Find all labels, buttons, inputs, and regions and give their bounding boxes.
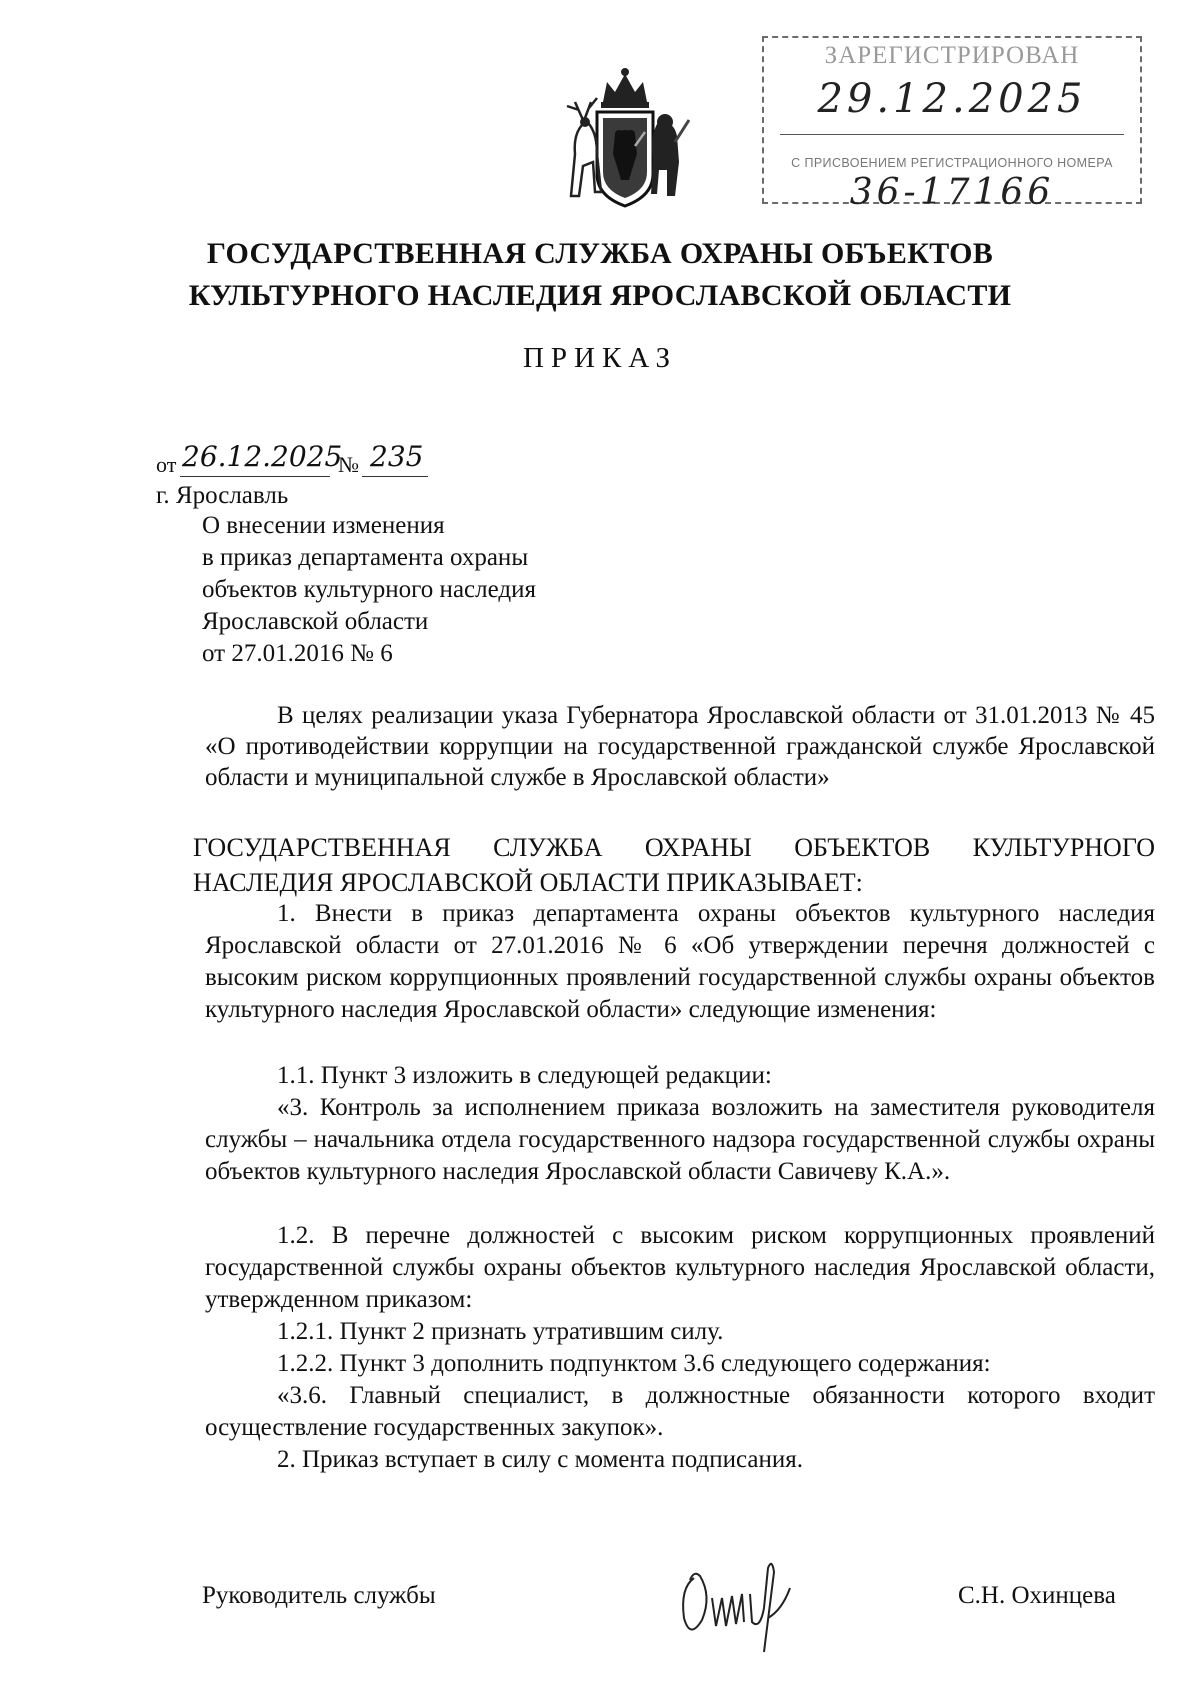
org-title-line-2: КУЛЬТУРНОГО НАСЛЕДИЯ ЯРОСЛАВСКОЙ ОБЛАСТИ bbox=[188, 279, 1012, 312]
date-underline bbox=[180, 476, 330, 477]
paragraph-1-1-text: «3. Контроль за исполнением приказа возложить на заместителя руководителя службы – начальника отдела государственного надзора государственной службы охраны объектов культурного наследия Ярославской области Савичеву К.А.». bbox=[205, 1094, 1155, 1185]
stamp-title: ЗАРЕГИСТРИРОВАН bbox=[824, 42, 1080, 69]
subject-line: от 27.01.2016 № 6 bbox=[202, 640, 393, 667]
stamp-rule bbox=[780, 134, 1124, 135]
stamp-registration-number: 36-17166 bbox=[849, 172, 1055, 213]
stamp-subtitle: С ПРИСВОЕНИЕМ РЕГИСТРАЦИОННОГО НОМЕРА bbox=[791, 156, 1113, 170]
paragraph-1: 1. Внести в приказ департамента охраны объектов культурного наследия Ярославской области от 27.01.2016 № 6 «Об утверждении перечня должностей с высоким риском коррупционных проявлений государственной службы охраны объектов культурного наследия Ярославской области» следующие изменения: bbox=[205, 900, 1155, 1023]
subject-line: в приказ департамента охраны bbox=[202, 544, 529, 571]
paragraph-2: 2. Приказ вступает в силу с момента подписания. bbox=[277, 1446, 803, 1473]
number-underline bbox=[362, 476, 428, 477]
paragraph-1-2-1: 1.2.1. Пункт 2 признать утратившим силу. bbox=[277, 1318, 724, 1345]
order-date: 26.12.2025 bbox=[182, 440, 343, 473]
decree-paragraph: ГОСУДАРСТВЕННАЯ СЛУЖБА ОХРАНЫ ОБЪЕКТОВ КУЛЬТУРНОГО НАСЛЕДИЯ ЯРОСЛАВСКОЙ ОБЛАСТИ ПРИКАЗЫВАЕТ: bbox=[193, 833, 1155, 897]
city: г. Ярославль bbox=[156, 482, 289, 509]
paragraph-1-2-2: 1.2.2. Пункт 3 дополнить подпунктом 3.6 следующего содержания: bbox=[277, 1350, 991, 1377]
subject-line: объектов культурного наследия bbox=[202, 576, 536, 603]
date-prefix: от bbox=[156, 452, 177, 477]
order-number: 235 bbox=[370, 440, 424, 473]
order-date-number bbox=[156, 440, 456, 480]
coat-of-arms-emblem bbox=[545, 62, 705, 212]
paragraph-1-2-2-text: «3.6. Главный специалист, в должностные обязанности которого входит осуществление государственных закупок». bbox=[205, 1382, 1155, 1441]
document-type: ПРИКАЗ bbox=[522, 342, 678, 374]
signer-name: С.Н. Охинцева bbox=[958, 1582, 1116, 1609]
paragraph-1-1: 1.1. Пункт 3 изложить в следующей редакции: bbox=[277, 1062, 772, 1089]
org-title-line-1: ГОСУДАРСТВЕННАЯ СЛУЖБА ОХРАНЫ ОБЪЕКТОВ bbox=[206, 237, 994, 270]
registration-stamp bbox=[762, 36, 1142, 213]
subject-line: Ярославской области bbox=[202, 608, 429, 635]
stamp-registration-date: 29.12.2025 bbox=[817, 76, 1087, 122]
number-prefix: № bbox=[338, 452, 359, 477]
paragraph-1-2: 1.2. В перечне должностей с высоким риском коррупционных проявлений государственной службы охраны объектов культурного наследия Ярославской области, утвержденном приказом: bbox=[205, 1222, 1155, 1313]
handwritten-signature bbox=[672, 1548, 822, 1658]
preamble-paragraph: В целях реализации указа Губернатора Ярославской области от 31.01.2013 № 45 «О противодействии коррупции на государственной гражданской службе Ярославской области и муниципальной службе в Ярославской области» bbox=[205, 702, 1155, 791]
signer-position: Руководитель службы bbox=[202, 1582, 436, 1609]
subject-block bbox=[202, 510, 536, 670]
subject-line: О внесении изменения bbox=[202, 512, 445, 539]
